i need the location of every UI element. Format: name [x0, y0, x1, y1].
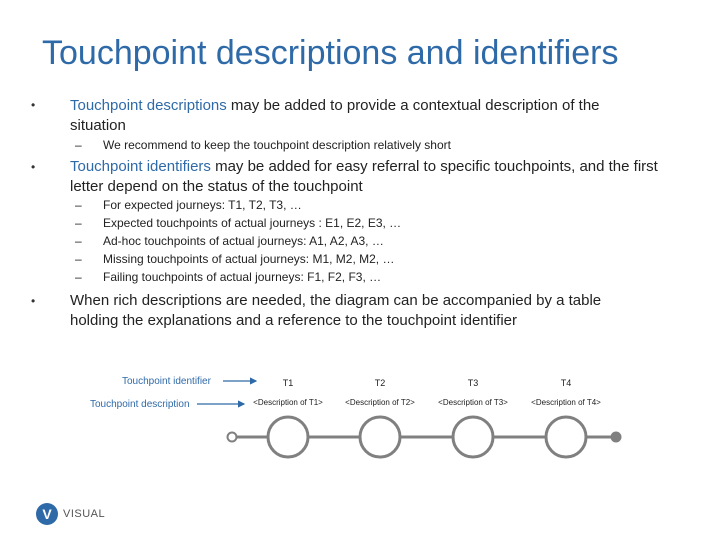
touchpoint-description-t3: <Description of T3>: [438, 398, 508, 407]
sub-bullet-text: For expected journeys: T1, T2, T3, …: [103, 198, 302, 212]
bullet-1-body: may be added to provide a contextual description of the situation: [70, 97, 600, 134]
touchpoint-description-t4: <Description of T4>: [531, 398, 601, 407]
sub-bullet-text: Missing touchpoints of actual journeys: M1, M2, M2, …: [103, 252, 395, 266]
touchpoint-description-label: Touchpoint description: [90, 399, 190, 410]
bullet-3-text: When rich descriptions are needed, the diagram can be accompanied by a table holding the explanations and a reference to the touchpoint identifier: [70, 292, 602, 329]
touchpoint-id-t3: T3: [467, 378, 479, 388]
dash-marker: –: [75, 138, 82, 152]
sub-bullet-text: Expected touchpoints of actual journeys : E1, E2, E3, …: [103, 216, 402, 230]
bullet-2-highlight: Touchpoint identifiers: [70, 158, 211, 175]
bullet-dot: •: [31, 98, 36, 112]
dash-marker: –: [75, 270, 82, 284]
journey-end-node: [611, 432, 621, 442]
bullet-2-body: may be added for easy referral to specific touchpoints, and the first letter depend on the status of the touchpoint: [70, 158, 658, 195]
logo-text: VISUAL: [63, 508, 106, 520]
touchpoint-description-t2: <Description of T2>: [345, 398, 415, 407]
touchpoint-id-t4: T4: [560, 378, 572, 388]
dash-marker: –: [75, 216, 82, 230]
sub-bullet-text: We recommend to keep the touchpoint description relatively short: [103, 138, 451, 152]
touchpoint-id-t1: T1: [282, 378, 294, 388]
touchpoint-identifier-label: Touchpoint identifier: [122, 376, 211, 387]
touchpoint-circle-t1: [268, 417, 308, 457]
dash-marker: –: [75, 234, 82, 248]
bullet-dot: •: [31, 294, 36, 308]
touchpoint-description-t1: <Description of T1>: [253, 398, 323, 407]
dash-marker: –: [75, 198, 82, 212]
bullet-dot: •: [31, 160, 36, 174]
touchpoint-circle-t4: [546, 417, 586, 457]
bullet-1-highlight: Touchpoint descriptions: [70, 97, 227, 114]
sub-bullet-text: Ad-hoc touchpoints of actual journeys: A1, A2, A3, …: [103, 234, 384, 248]
journey-start-node: [228, 433, 237, 442]
touchpoint-circle-t3: [453, 417, 493, 457]
page-title: Touchpoint descriptions and identifiers: [42, 34, 619, 72]
visual-logo: V: [36, 503, 58, 525]
sub-bullet-text: Failing touchpoints of actual journeys: F1, F2, F3, …: [103, 270, 382, 284]
dash-marker: –: [75, 252, 82, 266]
touchpoint-id-t2: T2: [374, 378, 386, 388]
touchpoint-circle-t2: [360, 417, 400, 457]
